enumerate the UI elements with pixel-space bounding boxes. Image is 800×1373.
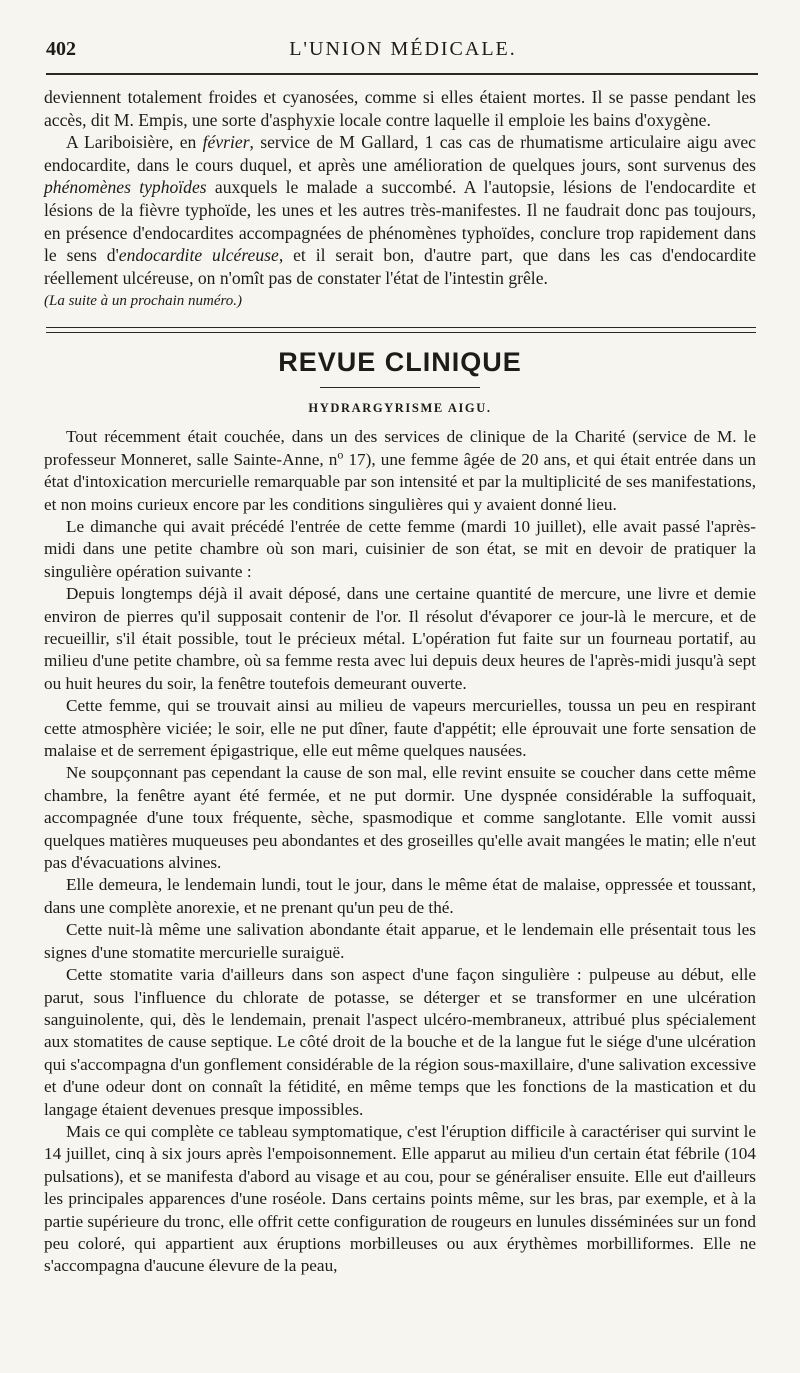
section-title: REVUE CLINIQUE — [278, 347, 522, 378]
continuation-note: (La suite à un prochain numéro.) — [44, 293, 243, 310]
text-run: Tout récemment était couchée, dans un des services de clinique de la Charité (service de M. le professeur Monneret, salle Sainte-Anne, n — [44, 427, 756, 469]
continued-paragraph: deviennent totalement froides et cyanosées, comme si elles étaient mortes. Il se passe pendant les accès, dit M. Empis, une sorte d'asphyxie locale contre laquelle il emploie les bains d'oxygène. — [44, 87, 756, 130]
text-run: , et il serait bon, d'autre part, que dans les cas d'endocardite réellement ulcéreuse, on n'omît pas de constater l'état de l'intestin grêle. — [44, 245, 756, 288]
header-rule — [46, 73, 758, 75]
italic-fevrier: février — [202, 132, 250, 153]
running-title: L'UNION MÉDICALE. — [289, 38, 517, 60]
body-paragraph-2: Le dimanche qui avait précédé l'entrée de cette femme (mardi 10 juillet), elle avait passé l'après-midi dans une petite chambre où son mari, cuisinier de son état, se mit en devoir de pratiquer la singulière opération suivante : — [44, 516, 756, 581]
body-paragraph-8: Cette stomatite varia d'ailleurs dans son aspect d'une façon singulière : pulpeuse au début, elle parut, sous l'influence du chlorate de potasse, se déterger et se transformer en une ulcération sanguinolente, qui, dès le lendemain, prenait l'aspect ulcéro-membraneux, attribué plus spécialement aux stomatites de cause septique. Le côté droit de la bouche et de la langue fut le siége d'une ulcération qui s'accompagna d'un gonflement considérable de la région sous-maxillaire, d'une salivation excessive et d'une odeur dont on connaît la fétidité, en même temps que les fonctions de la mastication et du langage étaient devenues presque impossibles. — [44, 965, 756, 1119]
superscript: o — [337, 447, 344, 462]
section-divider — [46, 327, 756, 333]
page-content — [44, 86, 756, 1278]
text-run: , service de M Gallard, 1 cas cas de rhumatisme articulaire aigu avec endocardite, dans le cours duquel, et après une amélioration de quelques jours, sont survenus des — [44, 132, 756, 175]
body-paragraph-9: Mais ce qui complète ce tableau symptomatique, c'est l'éruption difficile à caractériser qui survint le 14 juillet, cinq à six jours après l'empoisonnement. Elle apparut au milieu d'un certain état fébrile (104 pulsations), et se manifesta d'abord au visage et au cou, pour se généraliser ensuite. Elle eut d'ailleurs les principales apparences d'une roséole. Dans certains points même, sur les bras, par exemple, et à la partie supérieure du tronc, elle offrit cette configuration de rougeurs en lunules disséminées sur un fond peu coloré, qui appartient aux éruptions morbilleuses ou aux érythèmes morbilliformes. Elle ne s'accompagna d'aucune élevure de la peau, — [44, 1121, 756, 1276]
body-paragraph-7: Cette nuit-là même une salivation abondante était apparue, et le lendemain elle présentait tous les signes d'une stomatite mercurielle suraiguë. — [44, 920, 756, 962]
page-number: 402 — [46, 38, 76, 60]
body-paragraph-6: Elle demeura, le lendemain lundi, tout le jour, dans le même état de malaise, oppressée et toussant, dans une complète anorexie, et ne prenant qu'un peu de thé. — [44, 875, 756, 917]
title-rule — [320, 387, 480, 388]
body-paragraph-1 — [44, 426, 756, 516]
text-run: 17), une femme âgée de 20 ans, et qui était entrée dans un état d'intoxication mercurielle remarquable par son intensité et par la multiplicité de ses manifestations, et non moins curieux encore par les conditions singulières qui y avaient donné lieu. — [44, 449, 756, 514]
italic-endocardite-ulcereuse: endocardite ulcéreuse — [118, 245, 279, 266]
text-run: A Lariboisière, en — [66, 132, 203, 153]
body-paragraph-5: Ne soupçonnant pas cependant la cause de son mal, elle revint ensuite se coucher dans cette même chambre, la fenêtre ayant été fermée, et ne put dormir. Une dyspnée considérable la suffoquait, accompagnée d'une toux fréquente, sèche, spasmodique et comme sanglotante. Elle vomit aussi quelques matières muqueuses peu abondantes et des groseilles qu'elle avait mangées le matin; elle n'eut pas d'évacuations alvines. — [44, 763, 756, 873]
article-body — [44, 426, 756, 1277]
page-header — [46, 38, 760, 66]
body-paragraph-4: Cette femme, qui se trouvait ainsi au milieu de vapeurs mercurielles, toussa un peu en respirant cette atmosphère viciée; le soir, elle ne put dîner, faute d'appétit; elle éprouvait une forte sensation de malaise et de serrement épigastrique, elle eut même quelques nausées. — [44, 696, 756, 761]
text-run: auxquels le malade a succombé. A l'autopsie, lésions de l'endocardite et lésions de la fièvre typhoïde, les unes et les autres très-manifestes. Il ne faudrait donc pas toujours, en présence d'endocardites accompagnées de phénomènes typhoïdes, conclure trop rapidement dans le sens d' — [44, 177, 756, 266]
section-subtitle: HYDRARGYRISME AIGU. — [308, 401, 492, 416]
lariboisiere-paragraph — [44, 131, 756, 289]
body-paragraph-3: Depuis longtemps déjà il avait déposé, dans une certaine quantité de mercure, une livre et demie environ de pierres qu'il supposait contenir de l'or. Il résolut d'évaporer ce jour-là le mercure, et de recueillir, s'il était possible, tout le précieux métal. L'opération fut faite sur un fourneau portatif, au milieu d'une petite chambre, où sa femme resta avec lui depuis deux heures de l'après-midi jusqu'à sept ou huit heures du soir, la fenêtre toutefois demeurant ouverte. — [44, 584, 756, 693]
italic-phenomenes-typhoides: phénomènes typhoïdes — [44, 177, 207, 198]
